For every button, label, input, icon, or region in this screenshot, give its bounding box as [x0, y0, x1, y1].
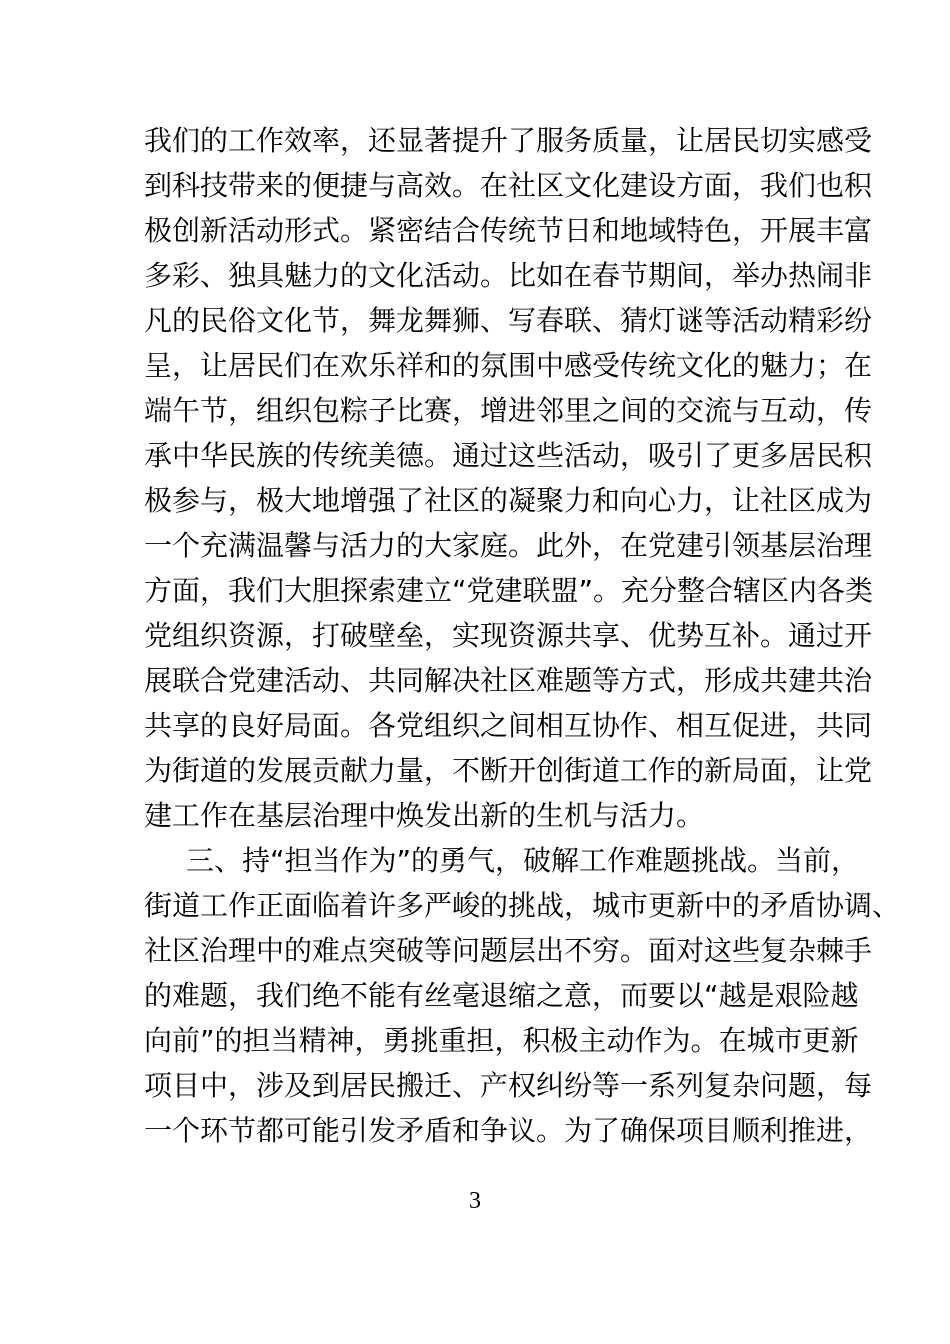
text-line: 共享的良好局面。各党组织之间相互协作、相互促进，共同 [144, 709, 873, 742]
text-line: 为街道的发展贡献力量，不断开创街道工作的新局面，让党 [144, 754, 873, 787]
page-number: 3 [469, 1188, 481, 1214]
paragraph-last-line: 建工作在基层治理中焕发出新的生机与活力。 [144, 799, 705, 832]
text-line: 党组织资源，打破壁垒，实现资源共享、优势互补。通过开 [144, 619, 873, 652]
text-line: 到科技带来的便捷与高效。在社区文化建设方面，我们也积 [144, 169, 873, 202]
text-line: 承中华民族的传统美德。通过这些活动，吸引了更多居民积 [144, 439, 873, 472]
section-heading-line: 三、持“担当作为”的勇气，破解工作难题挑战。当前， [186, 844, 860, 877]
text-line: 方面，我们大胆探索建立“党建联盟”。充分整合辖区内各类 [144, 574, 874, 607]
text-line: 一个充满温馨与活力的大家庭。此外，在党建引领基层治理 [144, 529, 873, 562]
text-line: 项目中，涉及到居民搬迁、产权纠纷等一系列复杂问题，每 [144, 1069, 873, 1102]
text-line: 多彩、独具魅力的文化活动。比如在春节期间，举办热闹非 [144, 259, 873, 292]
text-line: 的难题，我们绝不能有丝毫退缩之意，而要以“越是艰险越 [144, 979, 859, 1012]
text-line: 一个环节都可能引发矛盾和争议。为了确保项目顺利推进， [144, 1114, 873, 1147]
text-line: 凡的民俗文化节，舞龙舞狮、写春联、猜灯谜等活动精彩纷 [144, 304, 873, 337]
text-line: 极创新活动形式。紧密结合传统节日和地域特色，开展丰富 [144, 214, 873, 247]
text-line: 向前”的担当精神，勇挑重担，积极主动作为。在城市更新 [144, 1024, 859, 1057]
text-line: 街道工作正面临着许多严峻的挑战，城市更新中的矛盾协调、 [144, 889, 901, 922]
text-line: 端午节，组织包粽子比赛，增进邻里之间的交流与互动，传 [144, 394, 873, 427]
text-line: 社区治理中的难点突破等问题层出不穷。面对这些复杂棘手 [144, 934, 873, 967]
text-line: 呈，让居民们在欢乐祥和的氛围中感受传统文化的魅力；在 [144, 349, 873, 382]
text-line: 展联合党建活动、共同解决社区难题等方式，形成共建共治 [144, 664, 873, 697]
text-line: 极参与，极大地增强了社区的凝聚力和向心力，让社区成为 [144, 484, 873, 517]
body-text [144, 118, 901, 1153]
text-line: 我们的工作效率，还显著提升了服务质量，让居民切实感受 [144, 124, 873, 157]
